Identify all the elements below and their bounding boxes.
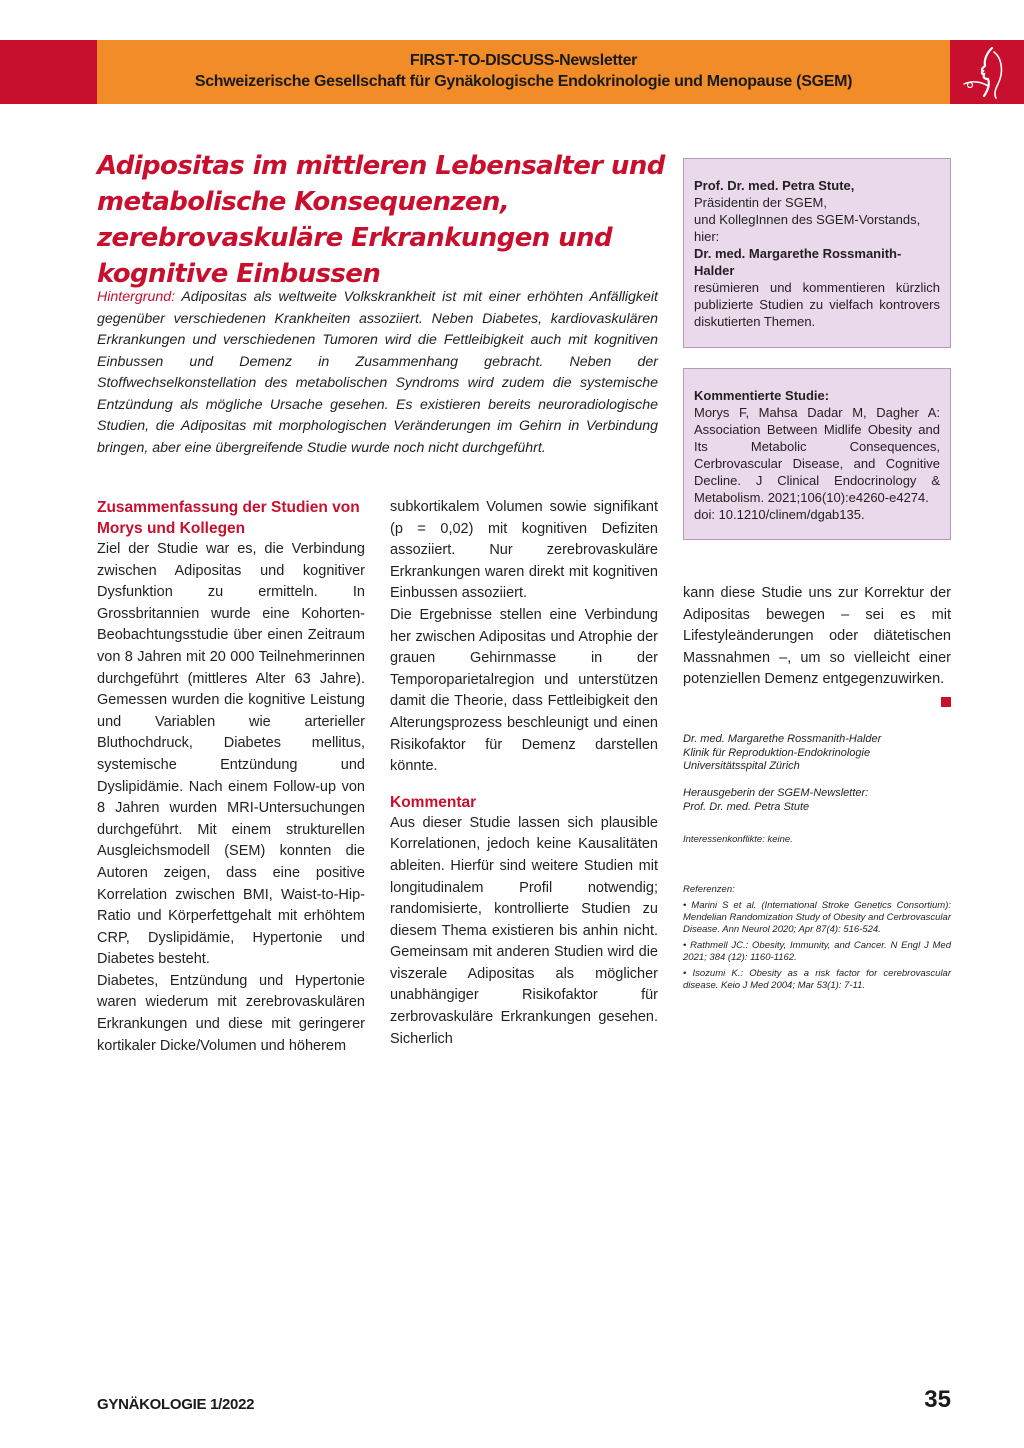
signature-name: Dr. med. Margarethe Rossmanith-Halder [683,733,882,745]
author-name-rossmanith: Dr. med. Margarethe Rossmanith-Halder [694,246,902,278]
author-role: Präsidentin der SGEM, [694,195,827,210]
reference-item: • Isozumi K.: Obesity as a risk factor for cerebrovascular disease. Keio J Med 2004; Mar 53(1): 7-11. [683,968,951,991]
reference-item: • Marini S et al. (International Stroke Genetics Consortium): Mendelian Randomization Study of Obesity and Cerbrovascular Disease. Ann Neurol 2020; Apr 87(4): 516-524. [683,900,951,935]
header-orange-band [97,40,950,104]
author-signature [683,733,951,774]
summary-paragraph-3: Die Ergebnisse stellen eine Verbindung her zwischen Adipositas und Atrophie der grauen Gehirnmasse in der Temporoparietalregion und unterstützen damit die Theorie, dass Fettleibigkeit den Alterungsprozess beschleunigt und einen Risikofaktor für Demenz darstellen könnte. [390,606,658,775]
comment-paragraph-1-continued [683,583,951,691]
editor-name: Prof. Dr. med. Petra Stute [683,800,810,813]
article-title: Adipositas im mittleren Lebensalter und metabolische Konsequenzen, zerebrovaskuläre Erkrankungen und kognitive Einbussen [97,151,665,289]
column-1 [97,497,365,1057]
abstract [97,287,658,459]
journal-issue: GYNÄKOLOGIE 1/2022 [97,1396,255,1413]
comment-paragraph-1: Aus dieser Studie lassen sich plausible Korrelationen, jedoch keine Kausalitäten ableiten. Hierfür sind weitere Studien mit longitudinalem Profil notwendig; randomisierte, kontrollierte Studien zu diesem Thema existieren bis anhin nicht. Gemeinsam mit anderen Studien wird die viszerale Adipositas als möglicher unabhängiger Risikofaktor für zerbrovaskuläre Erkrankungen gesehen. Sicherlich [390,814,658,1047]
abstract-label: Hintergrund: [97,289,176,305]
society-name: Schweizerische Gesellschaft für Gynäkologische Endokrinologie und Menopause (SGEM) [194,73,853,90]
section-heading-comment: Kommentar [390,793,477,811]
section-heading-summary: Zusammenfassung der Studien von Morys und Kollegen [97,499,360,537]
references [683,884,951,992]
comment-continued-text: kann diese Studie uns zur Korrektur der Adipositas bewegen – sei es mit Lifestyleänderungen oder diätetischen Massnahmen –, um so vielleicht einer potenziellen Demenz entgegenzuwirken. [683,585,951,688]
here-label: hier: [694,229,720,244]
authors-info-box [683,158,951,348]
column-2 [390,497,658,1050]
summary-paragraph-2-continued: subkortikalem Volumen sowie signifikant (p = 0,02) mit kognitiven Defiziten assoziiert. Nur zerebrovaskuläre Erkrankungen waren direkt mit kognitiven Einbussen assoziiert. [390,499,658,602]
commented-study-citation: Morys F, Mahsa Dadar M, Dagher A: Association Between Midlife Obesity and Its Metabolic Consequences, Cerbrovascular Disease, and Cognitive Decline. J Clinical Endocrinology & Metabolism. 2021;106(10):e4260-e4274. [694,405,940,505]
summary-paragraph-2: Diabetes, Entzündung und Hypertonie waren wiederum mit zerebrovaskulären Erkrankungen und diese mit geringerer kortikaler Dicke/Volumen und höherem [97,972,365,1054]
header-red-block-left [0,40,97,104]
summary-paragraph-1: Ziel der Studie war es, die Verbindung zwischen Adipositas und kognitiver Dysfunktion zu ermitteln. In Grossbritannien wurde eine Kohorten-Beobachtungsstudie über einen Zeitraum von 8 Jahren mit 20 000 Teilnehmerinnen durchgeführt (mittleres Alter 63 Jahre). Gemessen wurden die kognitive Leistung und Variablen wie arterieller Bluthochdruck, Diabetes mellitus, systemische Entzündung und Dyslipidämie. Nach einem Follow-up von 8 Jahren wurden MRI-Untersuchungen durchgeführt. Mit einem strukturellen Ausgleichsmodell (SEM) konnten die Autoren zeigen, dass eine positive Korrelation zwischen BMI, Waist-to-Hip-Ratio und Körperfettgehalt mit erhöhtem CRP, Dyslipidämie, Hypertonie und Diabetes besteht. [97,541,365,968]
abstract-text: Adipositas als weltweite Volkskrankheit ist mit einer erhöhten Anfälligkeit gegenüber verschiedenen Krankheiten assoziiert. Neben Diabetes, kardiovaskulären Erkrankungen und verschiedenen Tumoren wird die Fettleibigkeit auch mit kognitiven Einbussen und Demenz in Zusammenhang gebracht. Neben der Stoffwechselkonstellation des metabolischen Syndroms wird zudem die systemische Entzündung als mögliche Ursache gesehen. Es existieren bereits neuroradiologische Studien, die Adipositas mit morphologischen Veränderungen im Gehirn in Verbindung bringen, aber eine übergreifende Studie wurde noch nicht durchgeführt. [97,289,658,456]
commented-study-heading: Kommentierte Studie: [694,388,830,403]
newsletter-title: FIRST-TO-DISCUSS-Newsletter [409,52,638,69]
column-3 [683,583,951,707]
signature-clinic: Klinik für Reproduktion-Endokrinologie [683,746,871,759]
editor-info [683,787,951,814]
page-number: 35 [924,1386,951,1413]
board-colleagues: und KollegInnen des SGEM-Vorstands, [694,212,921,227]
reference-item: • Rathmell JC.: Obesity, Immunity, and Cancer. N Engl J Med 2021; 384 (12): 1160-1162. [683,940,951,963]
woman-profile-logo-icon [958,44,1016,100]
author-name-stute: Prof. Dr. med. Petra Stute, [694,178,855,193]
editor-label: Herausgeberin der SGEM-Newsletter: [683,787,869,799]
signature-hospital: Universitätsspital Zürich [683,760,800,772]
end-of-article-square-icon [941,697,951,707]
conflict-of-interest: Interessenkonflikte: keine. [683,834,793,845]
commented-study-doi: doi: 10.1210/clinem/dgab135. [694,507,865,522]
commented-study-box [683,368,951,540]
box-description: resümieren und kommentieren kürzlich publizierte Studien zu vielfach kontrovers diskutierten Themen. [694,280,940,329]
references-heading: Referenzen: [683,884,735,895]
